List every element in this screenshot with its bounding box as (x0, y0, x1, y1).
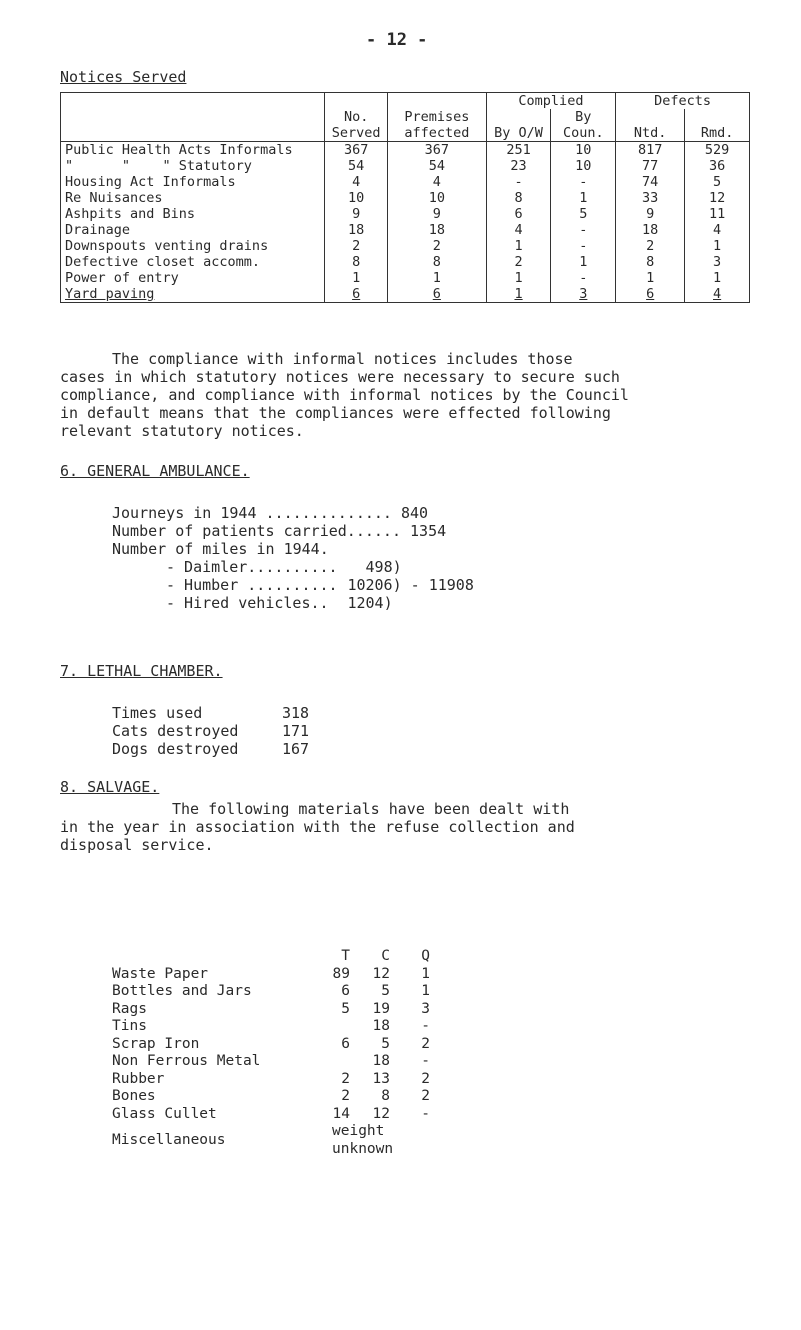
salvage-intro-line: The following materials have been dealt with (172, 800, 570, 818)
notice-complied-ow: 4 (486, 222, 551, 238)
salvage-row (112, 1106, 430, 1124)
notice-row (61, 238, 750, 254)
notice-no-served: 8 (325, 254, 388, 270)
notice-premises: 1 (387, 270, 486, 286)
salvage-row (112, 983, 430, 1001)
notice-label: Yard paving (65, 286, 155, 302)
notice-defects-ntd: 2 (616, 238, 685, 254)
notice-defects-rmd: 4 (685, 286, 750, 303)
notice-no-served: 6 (325, 286, 388, 303)
notice-row (61, 286, 750, 303)
salvage-qrs: 1 (421, 965, 430, 982)
notice-complied-coun: - (551, 238, 616, 254)
notice-defects-rmd: 3 (685, 254, 750, 270)
notice-premises: 367 (387, 142, 486, 159)
notice-complied-coun: 10 (551, 158, 616, 174)
notice-complied-coun: 1 (551, 254, 616, 270)
notice-no-served: 54 (325, 158, 388, 174)
notice-complied-ow: 2 (486, 254, 551, 270)
notice-row (61, 158, 750, 174)
notice-no-served: 18 (325, 222, 388, 238)
notice-complied-coun: 10 (551, 142, 616, 159)
notice-defects-ntd: 6 (616, 286, 685, 303)
notice-complied-ow: 6 (486, 206, 551, 222)
daimler-value: 498 (365, 558, 393, 576)
notice-label: Defective closet accomm. (65, 254, 261, 270)
note-line: compliance, and compliance with informal notices by the Council (60, 386, 629, 404)
notice-defects-ntd: 74 (616, 174, 685, 190)
lethal-heading (60, 662, 223, 680)
page-number: - 12 - (366, 30, 428, 50)
header-premises-affected: Premises affected (387, 93, 486, 142)
salvage-intro-line: in the year in association with the refuse collection and (60, 818, 575, 836)
notice-complied-ow: 1 (486, 238, 551, 254)
salvage-material: Non Ferrous Metal (112, 1053, 261, 1069)
salvage-material: Bones (112, 1088, 156, 1104)
notice-row (61, 270, 750, 286)
salvage-cwt: 18 (372, 1018, 390, 1034)
salvage-heading (60, 778, 159, 796)
notice-no-served: 4 (325, 174, 388, 190)
lethal-value: 167 (282, 740, 310, 758)
notice-complied-coun: - (551, 270, 616, 286)
note-line: The compliance with informal notices includes those (112, 350, 573, 368)
notice-premises: 4 (387, 174, 486, 190)
notice-row (61, 142, 750, 159)
notice-complied-ow: - (486, 174, 551, 190)
notice-label: Ashpits and Bins (65, 206, 196, 222)
notice-defects-ntd: 9 (616, 206, 685, 222)
journeys-value: 840 (401, 504, 429, 522)
header-ntd: Ntd. (616, 109, 685, 142)
salvage-cwt: 19 (372, 1000, 390, 1017)
notice-defects-ntd: 1 (616, 270, 685, 286)
notice-defects-ntd: 8 (616, 254, 685, 270)
salvage-qrs: 1 (421, 983, 430, 999)
lethal-stats (112, 704, 309, 758)
notice-premises: 2 (387, 238, 486, 254)
salvage-material: Waste Paper (112, 965, 209, 982)
lethal-value: 171 (282, 722, 310, 740)
notice-complied-ow: 23 (486, 158, 551, 174)
notice-defects-rmd: 4 (685, 222, 750, 238)
notice-defects-ntd: 33 (616, 190, 685, 206)
notice-complied-coun: 1 (551, 190, 616, 206)
salvage-cwt: 12 (372, 1105, 390, 1122)
notice-label: Re Nuisances (65, 190, 163, 206)
note-line: cases in which statutory notices were necessary to secure such (60, 368, 620, 386)
salvage-material: Rubber (112, 1070, 165, 1087)
salvage-row (112, 1071, 430, 1089)
header-by-coun: By Coun. (551, 109, 616, 142)
salvage-material: Tins (112, 1018, 147, 1034)
note-line: in default means that the compliances were effected following (60, 404, 611, 422)
notice-complied-coun: - (551, 222, 616, 238)
salvage-tons (322, 1018, 350, 1036)
miles-label: Number of miles in 1944. (112, 540, 329, 558)
header-defects: Defects (616, 93, 750, 110)
salvage-misc-label: Miscellaneous (112, 1131, 226, 1148)
ambulance-stats: Journeys in 1944 .............. 840 Number of patients carried...... 1354 Number of miles in 1944. - Daimler.......... 498) - Humber .......... 10206) - 11908 - Hired vehicles.. 1204) (112, 504, 474, 612)
salvage-row (112, 1088, 430, 1106)
salvage-tons: 6 (341, 1035, 350, 1052)
miles-total: - 11908 (410, 576, 474, 594)
lethal-value: 318 (282, 704, 310, 722)
ambulance-heading-text: 6. GENERAL AMBULANCE. (60, 462, 250, 480)
salvage-col-t: T (341, 948, 350, 964)
notice-defects-rmd: 5 (685, 174, 750, 190)
salvage-intro-line: disposal service. (60, 836, 214, 854)
notice-no-served: 2 (325, 238, 388, 254)
notice-defects-rmd: 12 (685, 190, 750, 206)
notice-defects-ntd: 817 (616, 142, 685, 159)
notice-complied-coun: 5 (551, 206, 616, 222)
salvage-intro (60, 800, 760, 854)
daimler-label: - Daimler.......... (166, 558, 338, 576)
salvage-qrs: - (421, 1105, 430, 1122)
salvage-material: Scrap Iron (112, 1035, 200, 1052)
notice-row (61, 254, 750, 270)
humber-label: - Humber .......... (166, 576, 338, 594)
notice-label: Downspouts venting drains (65, 238, 269, 254)
notice-premises: 9 (387, 206, 486, 222)
salvage-row (112, 1018, 430, 1036)
salvage-tons: 89 (332, 965, 350, 982)
notice-label: Public Health Acts Informals (65, 142, 293, 158)
notice-label: " " " Statutory (65, 158, 252, 174)
salvage-row (112, 1053, 430, 1071)
compliance-note (60, 350, 760, 440)
lethal-label: Times used (112, 704, 203, 722)
hired-label: - Hired vehicles.. (166, 594, 329, 612)
salvage-cwt: 8 (381, 1088, 390, 1104)
patients-label: Number of patients carried...... (112, 522, 401, 540)
lethal-label: Cats destroyed (112, 722, 239, 740)
notice-no-served: 10 (325, 190, 388, 206)
salvage-tons: 6 (341, 983, 350, 999)
lethal-heading-text: 7. LETHAL CHAMBER. (60, 662, 223, 680)
lethal-label: Dogs destroyed (112, 740, 239, 758)
salvage-cwt: 18 (372, 1053, 390, 1069)
header-no-served: No. Served (325, 93, 388, 142)
salvage-row (112, 966, 430, 984)
salvage-tons: 5 (341, 1000, 350, 1017)
notices-table (60, 92, 750, 303)
salvage-cwt: 12 (372, 965, 390, 982)
salvage-row (112, 1036, 430, 1054)
notice-defects-rmd: 1 (685, 270, 750, 286)
notice-defects-rmd: 529 (685, 142, 750, 159)
salvage-cwt: 5 (381, 1035, 390, 1052)
notice-premises: 8 (387, 254, 486, 270)
notice-complied-ow: 1 (486, 286, 551, 303)
patients-value: 1354 (410, 522, 447, 540)
notice-row (61, 174, 750, 190)
salvage-material: Rags (112, 1000, 147, 1017)
header-by-ow: By O/W (486, 109, 551, 142)
notice-label: Drainage (65, 222, 131, 238)
notice-defects-ntd: 18 (616, 222, 685, 238)
notice-premises: 18 (387, 222, 486, 238)
notice-label: Housing Act Informals (65, 174, 236, 190)
notice-complied-ow: 251 (486, 142, 551, 159)
notice-no-served: 367 (325, 142, 388, 159)
notice-label: Power of entry (65, 270, 179, 286)
salvage-misc-value: weight unknown (332, 1123, 394, 1157)
notice-complied-ow: 8 (486, 190, 551, 206)
notice-defects-rmd: 1 (685, 238, 750, 254)
salvage-qrs: 2 (421, 1088, 430, 1104)
salvage-qrs: 3 (421, 1000, 430, 1017)
journeys-label: Journeys in 1944 .............. (112, 504, 392, 522)
salvage-qrs: 2 (421, 1035, 430, 1052)
note-line: relevant statutory notices. (60, 422, 304, 440)
salvage-row (112, 1001, 430, 1019)
hired-value: 1204 (347, 594, 384, 612)
notice-no-served: 9 (325, 206, 388, 222)
salvage-qrs: - (421, 1018, 430, 1034)
header-rmd: Rmd. (685, 109, 750, 142)
notice-complied-ow: 1 (486, 270, 551, 286)
salvage-cwt: 13 (372, 1070, 390, 1087)
notice-row (61, 222, 750, 238)
salvage-tons: 14 (332, 1105, 350, 1122)
header-complied: Complied (486, 93, 616, 110)
salvage-material: Glass Cullet (112, 1105, 217, 1122)
notice-row (61, 190, 750, 206)
notice-row (61, 206, 750, 222)
salvage-material: Bottles and Jars (112, 983, 252, 999)
ambulance-heading (60, 462, 250, 480)
notice-complied-coun: - (551, 174, 616, 190)
salvage-cwt: 5 (381, 983, 390, 999)
section-title: Notices Served (60, 68, 187, 86)
salvage-heading-text: 8. SALVAGE. (60, 778, 160, 796)
salvage-tons: 2 (341, 1088, 350, 1104)
salvage-qrs: 2 (421, 1070, 430, 1087)
notice-premises: 6 (387, 286, 486, 303)
notice-defects-ntd: 77 (616, 158, 685, 174)
notice-premises: 54 (387, 158, 486, 174)
salvage-qrs: - (421, 1053, 430, 1069)
notice-complied-coun: 3 (551, 286, 616, 303)
salvage-col-q: Q (421, 948, 430, 964)
humber-value: 10206 (347, 576, 393, 594)
notice-defects-rmd: 11 (685, 206, 750, 222)
notice-no-served: 1 (325, 270, 388, 286)
salvage-col-c: C (381, 948, 390, 964)
salvage-table (112, 948, 430, 1158)
salvage-tons: 2 (341, 1070, 350, 1087)
notice-defects-rmd: 36 (685, 158, 750, 174)
salvage-tons (322, 1053, 350, 1071)
notice-premises: 10 (387, 190, 486, 206)
